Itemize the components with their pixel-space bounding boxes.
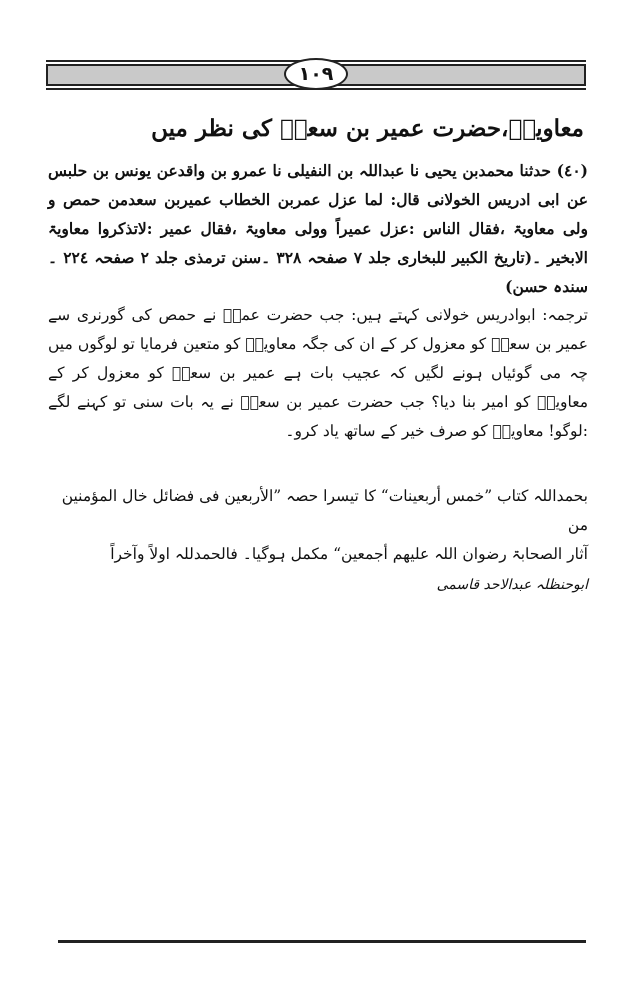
- page-content: [48, 112, 588, 597]
- page-number: ۱۰۹: [284, 58, 348, 90]
- page-header: [46, 60, 586, 90]
- closing-line-1: بحمداللہ کتاب ”خمس أربعینات“ کا تیسرا حصہ ”الأربعین فی فضائل خال المؤمنین من: [61, 487, 588, 534]
- hadith-arabic-text: (٤٠) حدثنا محمدبن یحیی نا عبداللہ بن النفیلی نا عمرو بن واقدعن یونس بن حلبس عن ابی ادریس الخولانی قال: لما عزل عمربن الخطاب عمیربن سعدمن حمص و ولی معاویۃ ،فقال الناس :عزل عمیراً وولی معاویۃ ،فقال عمیر :لاتذکروا معاویۃ الابخیر ۔(تاریخ الکبیر للبخاری جلد ٧ صفحہ ٣٢٨ ۔سنن ترمذی جلد ٢ صفحہ ٢٢٤ ۔سندہ حسن): [48, 161, 588, 296]
- urdu-translation: ترجمہ: ابوادریس خولانی کہتے ہیں: جب حضرت عمرؓ نے حمص کی گورنری سے عمیر بن سعدؓ کو معزول کر کے ان کی جگہ معاویہؓ کو متعین فرمایا تو لوگوں میں چہ می گوئیاں ہونے لگیں کہ عجیب بات ہے عمیر بن سعدؓ کو معزول کر کے معاویہؓ کو امیر بنا دیا؟ جب حضرت عمیر بن سعدؓ نے یہ بات سنی تو کہنے لگے :لوگو! معاویہؓ کو صرف خیر کے ساتھ یاد کرو۔: [48, 306, 588, 440]
- section-heading: معاویہؓ،حضرت عمیر بن سعدؓ کی نظر میں: [151, 115, 584, 142]
- author-signature: ابوحنظلہ عبدالاحد قاسمی: [436, 577, 588, 593]
- footer-rule: [58, 940, 586, 943]
- closing-note: [48, 482, 588, 569]
- closing-line-2: آثار الصحابۃ رضوان اللہ علیھم أجمعین“ مکمل ہوگیا۔ فالحمدللہ اولاً وآخراً: [110, 545, 588, 563]
